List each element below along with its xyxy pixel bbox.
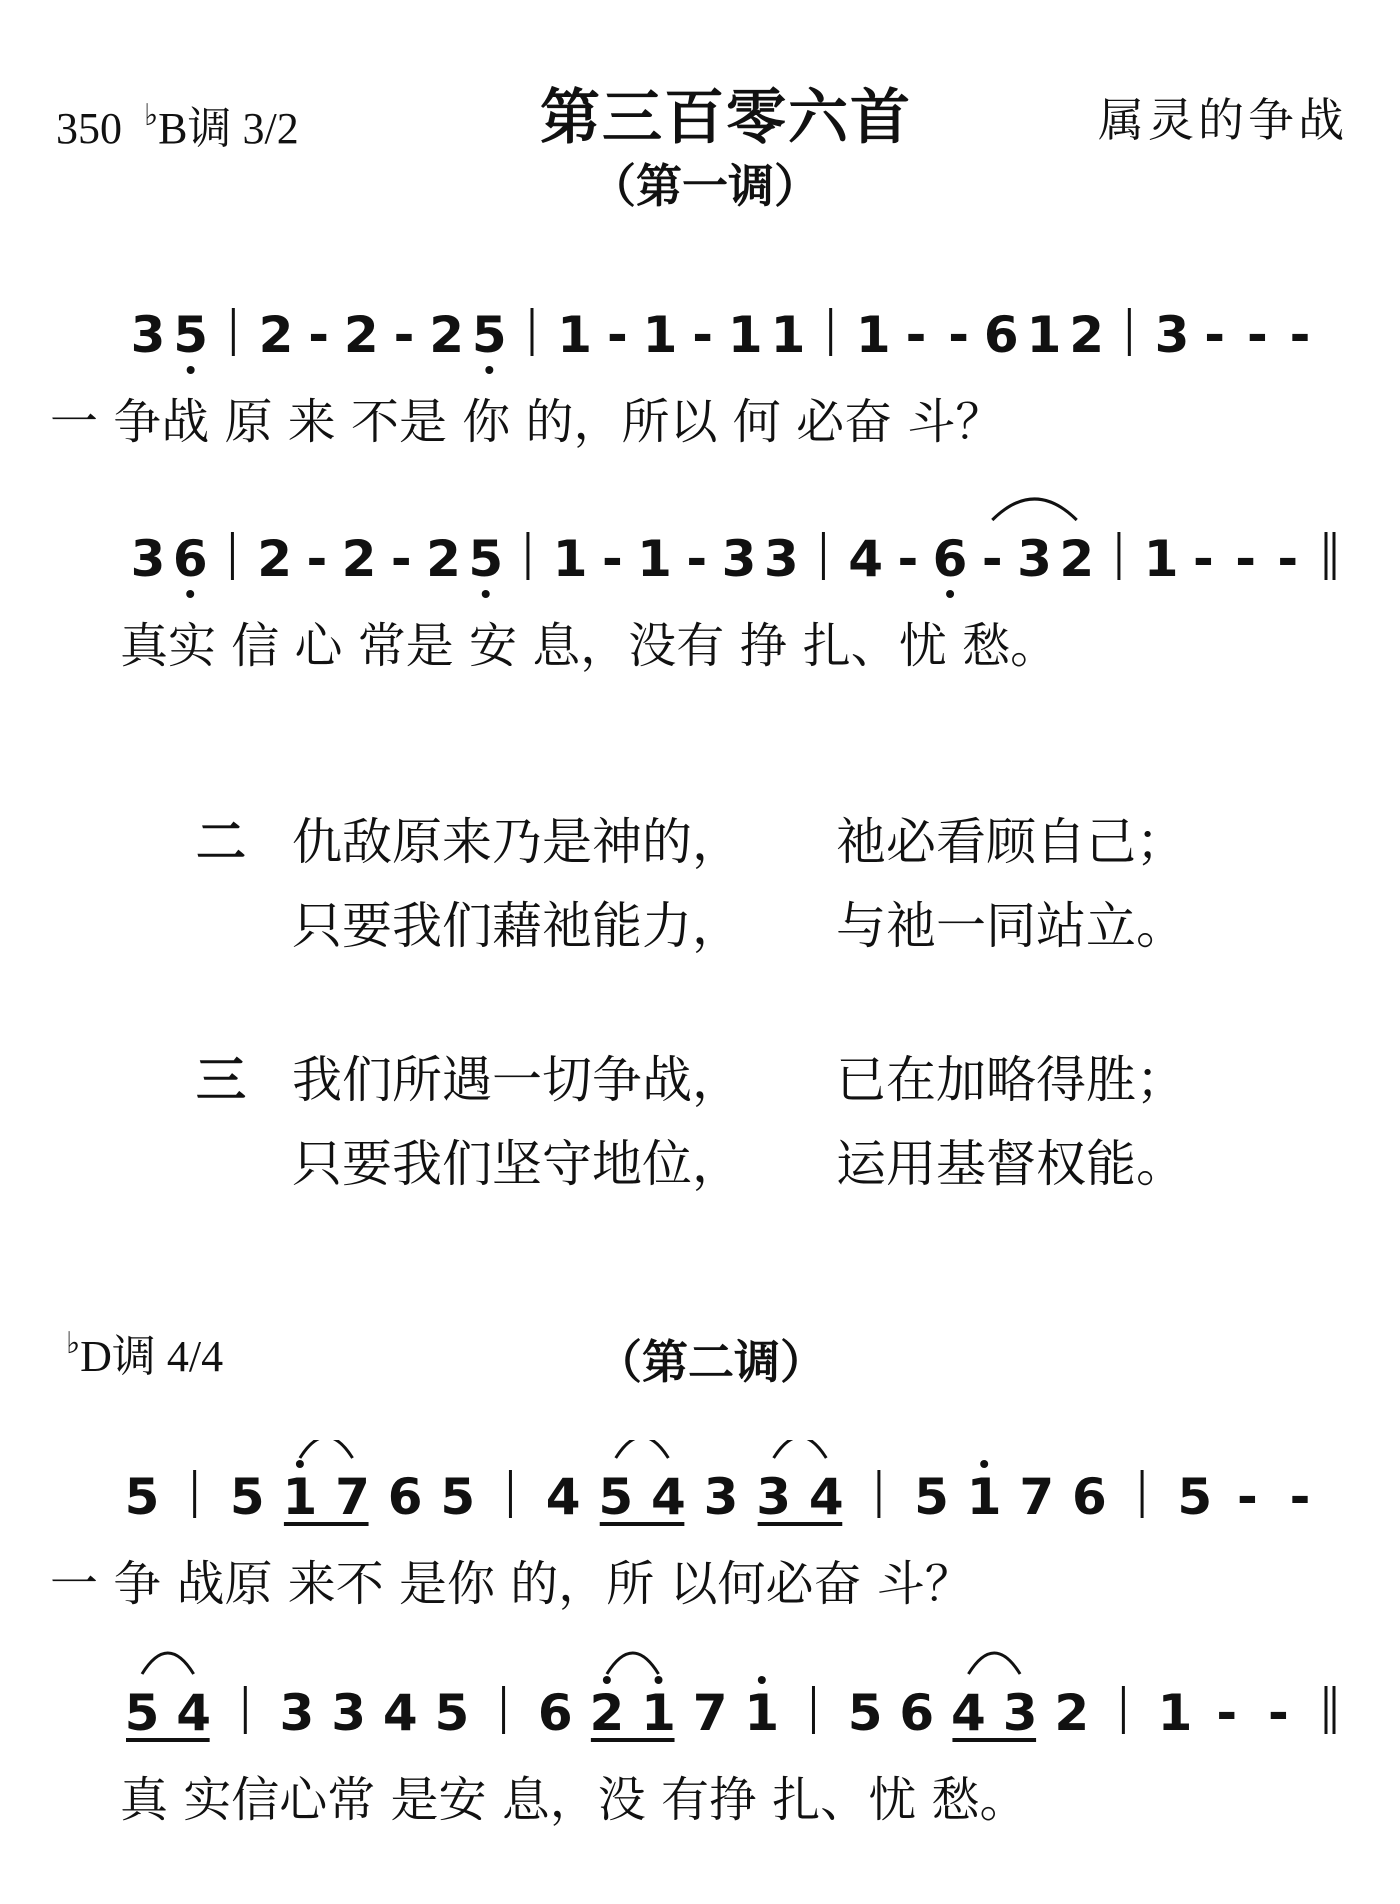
dash-extension: - [981, 530, 1003, 588]
note: 3 [1002, 1684, 1038, 1742]
note: 1 [855, 306, 891, 364]
note: 6 [172, 530, 208, 588]
note: 1 [557, 306, 593, 364]
tune-two-line-one-notes [125, 1440, 1311, 1526]
dash-extension: - [1246, 306, 1268, 364]
note: 5 [173, 306, 209, 364]
note: 4 [650, 1468, 686, 1526]
note: 4 [545, 1468, 581, 1526]
note: 1 [552, 530, 588, 588]
tune-two-score [0, 1440, 1400, 1870]
note: 3 [756, 1468, 792, 1526]
hymn-title: 第三百零六首 [540, 83, 912, 153]
high-octave-dot [758, 1676, 766, 1684]
note: 2 [341, 530, 377, 588]
dash-extension: - [948, 306, 970, 364]
dash-extension: - [390, 530, 412, 588]
verse-number: 二 [196, 813, 246, 871]
verse-number: 三 [196, 1051, 246, 1109]
note: 6 [932, 530, 968, 588]
tune-two-key [66, 1320, 223, 1384]
note: 6 [537, 1684, 573, 1742]
note: 5 [468, 530, 504, 588]
verse-line: 与祂一同站立。 [836, 897, 1186, 955]
slur [992, 499, 1076, 520]
note: 1 [727, 306, 763, 364]
note: 5 [471, 306, 507, 364]
tune-two-line-one-lyrics: 一 争 战原 来不 是你 的，所 以何必奋 斗？ [50, 1556, 973, 1612]
note: 1 [744, 1684, 780, 1742]
slur [616, 1440, 669, 1458]
low-octave-dot [946, 590, 954, 598]
note: 5 [434, 1684, 470, 1742]
note: 1 [1157, 1684, 1193, 1742]
dash-extension: - [393, 306, 415, 364]
note: 7 [1019, 1468, 1055, 1526]
low-octave-dot [482, 590, 490, 598]
note: 3 [1017, 530, 1052, 588]
low-octave-dot [187, 366, 195, 374]
note: 6 [983, 306, 1019, 364]
note: 6 [387, 1468, 423, 1526]
note: 5 [229, 1468, 265, 1526]
low-octave-dot [485, 366, 493, 374]
dash-extension: - [308, 306, 330, 364]
tune-two-line-two-lyrics: 真 实信心常 是安 息，没 有挣 扎、忧 愁。 [120, 1772, 1028, 1828]
note: 5 [440, 1468, 476, 1526]
note: 6 [899, 1684, 935, 1742]
tune-two-label: （第二调） [596, 1335, 826, 1389]
high-octave-dot [296, 1460, 304, 1468]
tune-one-line-two-lyrics: 真实 信 心 常是 安 息，没有 挣 扎、忧 愁。 [120, 618, 1059, 674]
dash-extension: - [1216, 1684, 1238, 1742]
dash-extension: - [606, 306, 628, 364]
dash-extension: - [1192, 530, 1214, 588]
note: 1 [637, 530, 672, 588]
tune-two-line-two-notes [125, 1653, 1334, 1742]
verse-line: 祂必看顾自己； [836, 813, 1186, 871]
tune-one-score [0, 300, 1400, 720]
verse-line: 运用基督权能。 [836, 1135, 1186, 1193]
slur [968, 1653, 1020, 1674]
note: 1 [641, 1684, 676, 1742]
note: 3 [721, 530, 757, 588]
key-signature: D调 4/4 [80, 1332, 224, 1381]
note: 4 [848, 530, 884, 588]
flat-sign: ♭ [144, 99, 159, 132]
note: 3 [130, 306, 166, 364]
note: 5 [124, 1684, 160, 1742]
dash-extension: - [1236, 1468, 1258, 1526]
note: 5 [847, 1684, 883, 1742]
note: 2 [1054, 1684, 1090, 1742]
dash-extension: - [1277, 530, 1299, 588]
note: 2 [343, 306, 379, 364]
verse-line: 我们所遇一切争战， [292, 1051, 742, 1109]
dash-extension: - [897, 530, 919, 588]
note: 2 [1069, 306, 1105, 364]
slur [774, 1440, 827, 1458]
key-signature: B调 3/2 [158, 104, 299, 153]
dash-extension: - [1289, 1468, 1311, 1526]
verse-line: 已在加略得胜； [836, 1051, 1186, 1109]
dash-extension: - [1289, 306, 1311, 364]
tune-one-line-two-notes [131, 499, 1334, 598]
tune-one-label: （第一调） [590, 159, 820, 213]
verse-line: 只要我们坚守地位， [292, 1135, 742, 1193]
verse-line: 仇敌原来乃是神的， [292, 813, 742, 871]
note: 3 [279, 1684, 315, 1742]
note: 3 [1154, 306, 1190, 364]
note: 3 [763, 530, 799, 588]
note: 4 [176, 1684, 212, 1742]
note: 2 [258, 306, 294, 364]
note: 3 [130, 530, 166, 588]
note: 5 [914, 1468, 949, 1526]
note: 1 [642, 306, 678, 364]
dash-extension: - [306, 530, 328, 588]
note: 2 [426, 530, 461, 588]
note: 1 [1026, 306, 1062, 364]
note: 1 [1143, 530, 1179, 588]
dash-extension: - [1235, 530, 1256, 588]
hymn-number-and-key [56, 92, 299, 156]
note: 5 [1177, 1468, 1213, 1526]
note: 3 [331, 1684, 367, 1742]
note: 5 [124, 1468, 160, 1526]
high-octave-dot [603, 1676, 611, 1684]
dash-extension: - [601, 530, 623, 588]
dash-extension: - [686, 530, 708, 588]
tune-one-line-one-lyrics: 一 争战 原 来 不是 你 的，所以 何 必奋 斗？ [50, 394, 1004, 450]
high-octave-dot [980, 1460, 988, 1468]
note: 7 [692, 1684, 728, 1742]
note: 2 [429, 306, 465, 364]
note: 4 [808, 1468, 844, 1526]
note: 4 [382, 1684, 418, 1742]
dash-extension: - [1204, 306, 1226, 364]
hymn-subject: 属灵的争战 [1098, 93, 1348, 147]
note: 5 [598, 1468, 634, 1526]
low-octave-dot [186, 590, 194, 598]
note: 1 [770, 306, 806, 364]
note: 6 [1072, 1468, 1107, 1526]
high-octave-dot [655, 1676, 663, 1684]
slur [607, 1653, 659, 1674]
note: 1 [966, 1468, 1002, 1526]
dash-extension: - [692, 306, 714, 364]
note: 2 [257, 530, 293, 588]
dash-extension: - [1267, 1684, 1289, 1742]
note: 2 [1059, 530, 1095, 588]
hymn-number: 350 [56, 104, 122, 153]
slur [300, 1440, 353, 1458]
verse-line: 只要我们藉祂能力， [292, 897, 742, 955]
note: 1 [282, 1468, 318, 1526]
note: 4 [951, 1684, 986, 1742]
flat-sign: ♭ [66, 1327, 81, 1360]
note: 7 [335, 1468, 370, 1526]
tune-one-line-one-notes [131, 300, 1311, 374]
dash-extension: - [905, 306, 927, 364]
note: 3 [703, 1468, 739, 1526]
note: 2 [589, 1684, 625, 1742]
slur [142, 1653, 194, 1674]
